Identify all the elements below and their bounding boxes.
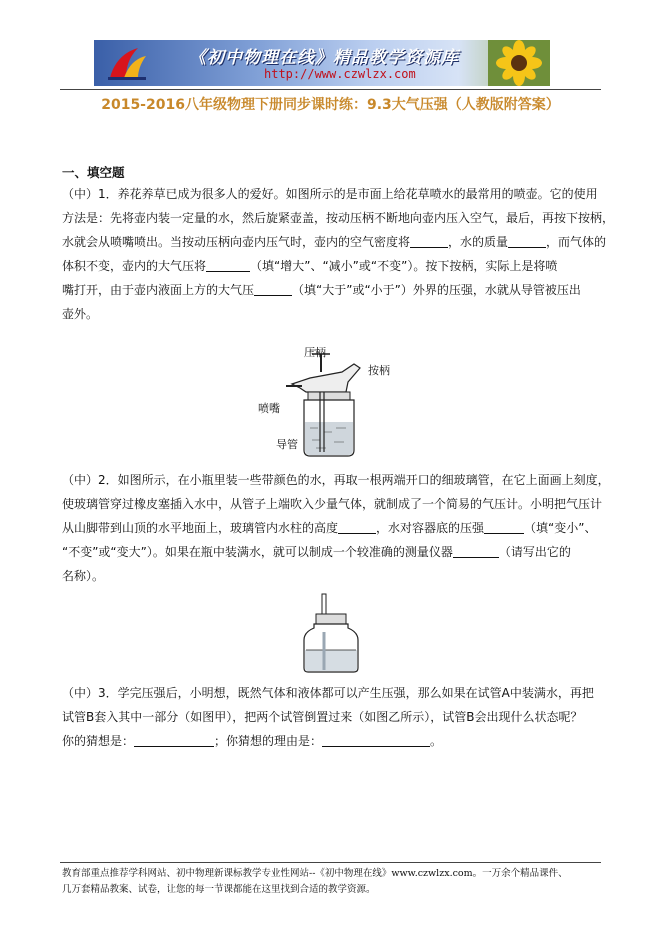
spray-bottle-figure (250, 342, 420, 462)
q1-text: （填“增大”、“减小”或“不变”）。按下按柄，实际上是将喷 (250, 259, 558, 273)
q1-line (62, 254, 602, 278)
q1-text: 水就会从喷嘴喷出。当按动压柄向壶内压气时，壶内的空气密度将 (62, 235, 411, 249)
q3-text: 。 (430, 734, 443, 748)
q1-line: 壶外。 (62, 307, 99, 321)
banner-title: 《初中物理在线》精品教学资源库 (189, 48, 459, 68)
q1-text: 体积不变，壶内的大气压将 (62, 259, 207, 273)
q2-line: （中）2．如图所示，在小瓶里装一些带颜色的水，再取一根两端开口的细玻璃管，在它上面画上刻度， (62, 473, 610, 487)
footer-line: 几万套精品教案、试卷，让您的每一节课都能在这里找到合适的教学资源。 (62, 884, 376, 895)
site-logo-icon (104, 44, 150, 82)
q2-text: “不变”或“变大”）。如果在瓶中装满水，就可以制成一个较准确的测量仪器 (62, 545, 453, 559)
footer-line: 教育部重点推荐学科网站、初中物理新课标教学专业性网站--《初中物理在线》www.czwlzx.com。一万余个精品课件、 (62, 868, 568, 879)
answer-blank[interactable] (322, 732, 430, 747)
answer-blank[interactable] (134, 732, 214, 747)
barometer-figure (300, 592, 362, 674)
header-divider (60, 89, 601, 90)
question-1 (62, 182, 615, 326)
document-title: 2015-2016八年级物理下册同步课时练：9.3大气压强（人教版附答案） (101, 97, 560, 113)
label-tube: 导管 (276, 438, 298, 451)
label-handle: 压柄 (304, 346, 326, 359)
q2-text: 从山脚带到山顶的水平地面上，玻璃管内水柱的高度 (62, 521, 339, 535)
q1-text: ，水的质量 (448, 235, 509, 249)
q2-line: 使玻璃管穿过橡皮塞插入水中，从管子上端吹入少量气体，就制成了一个简易的气压计。小明把气压计 (62, 497, 603, 511)
q3-text: ；你猜想的理由是： (214, 734, 323, 748)
section-heading: 一、填空题 (62, 165, 125, 180)
header-banner (94, 40, 550, 86)
barometer-bottle-icon (300, 592, 362, 674)
q2-text: （请写出它的 (498, 545, 571, 559)
label-button: 按柄 (368, 364, 390, 377)
q3-line: （中）3．学完压强后，小明想，既然气体和液体都可以产生压强，那么如果在试管A中装满水，再把 (62, 686, 594, 700)
q3-text: 你的猜想是： (62, 734, 135, 748)
answer-blank[interactable] (453, 543, 499, 558)
q2-text: ，水对容器底的压强 (376, 521, 485, 535)
q3-line (62, 729, 602, 753)
sunflower-icon (488, 40, 550, 86)
q1-line: 方法是：先将壶内装一定量的水，然后旋紧壶盖，按动压柄不断地向壶内压入空气，最后，再按下按柄， (62, 211, 615, 225)
q1-text: 嘴打开，由于壶内液面上方的大气压 (62, 283, 255, 297)
q2-line (62, 516, 602, 540)
q1-text: （填“大于”或“小于”）外界的压强，水就从导管被压出 (292, 283, 581, 297)
q2-text: （填“变小”、 (524, 521, 597, 535)
q1-line (62, 278, 602, 302)
label-nozzle: 喷嘴 (258, 402, 280, 415)
q2-line: 名称）。 (62, 569, 105, 583)
question-2 (62, 468, 610, 588)
question-3 (62, 681, 602, 753)
page-footer (62, 866, 622, 898)
answer-blank[interactable] (508, 233, 546, 248)
answer-blank[interactable] (254, 281, 292, 296)
q1-line: （中）1．养花养草已成为很多人的爱好。如图所示的是市面上给花草喷水的最常用的喷壶。它的使用 (62, 187, 598, 201)
q1-line (62, 230, 607, 254)
banner-url[interactable]: http://www.czwlzx.com (264, 67, 416, 81)
q3-line: 试管B套入其中一部分（如图甲），把两个试管倒置过来（如图乙所示），试管B会出现什么状态呢？ (62, 710, 583, 724)
q1-text: ，而气体的 (546, 235, 607, 249)
answer-blank[interactable] (206, 257, 250, 272)
answer-blank[interactable] (484, 519, 524, 534)
q2-line (62, 540, 602, 564)
footer-divider (60, 862, 601, 863)
answer-blank[interactable] (410, 233, 448, 248)
answer-blank[interactable] (338, 519, 376, 534)
